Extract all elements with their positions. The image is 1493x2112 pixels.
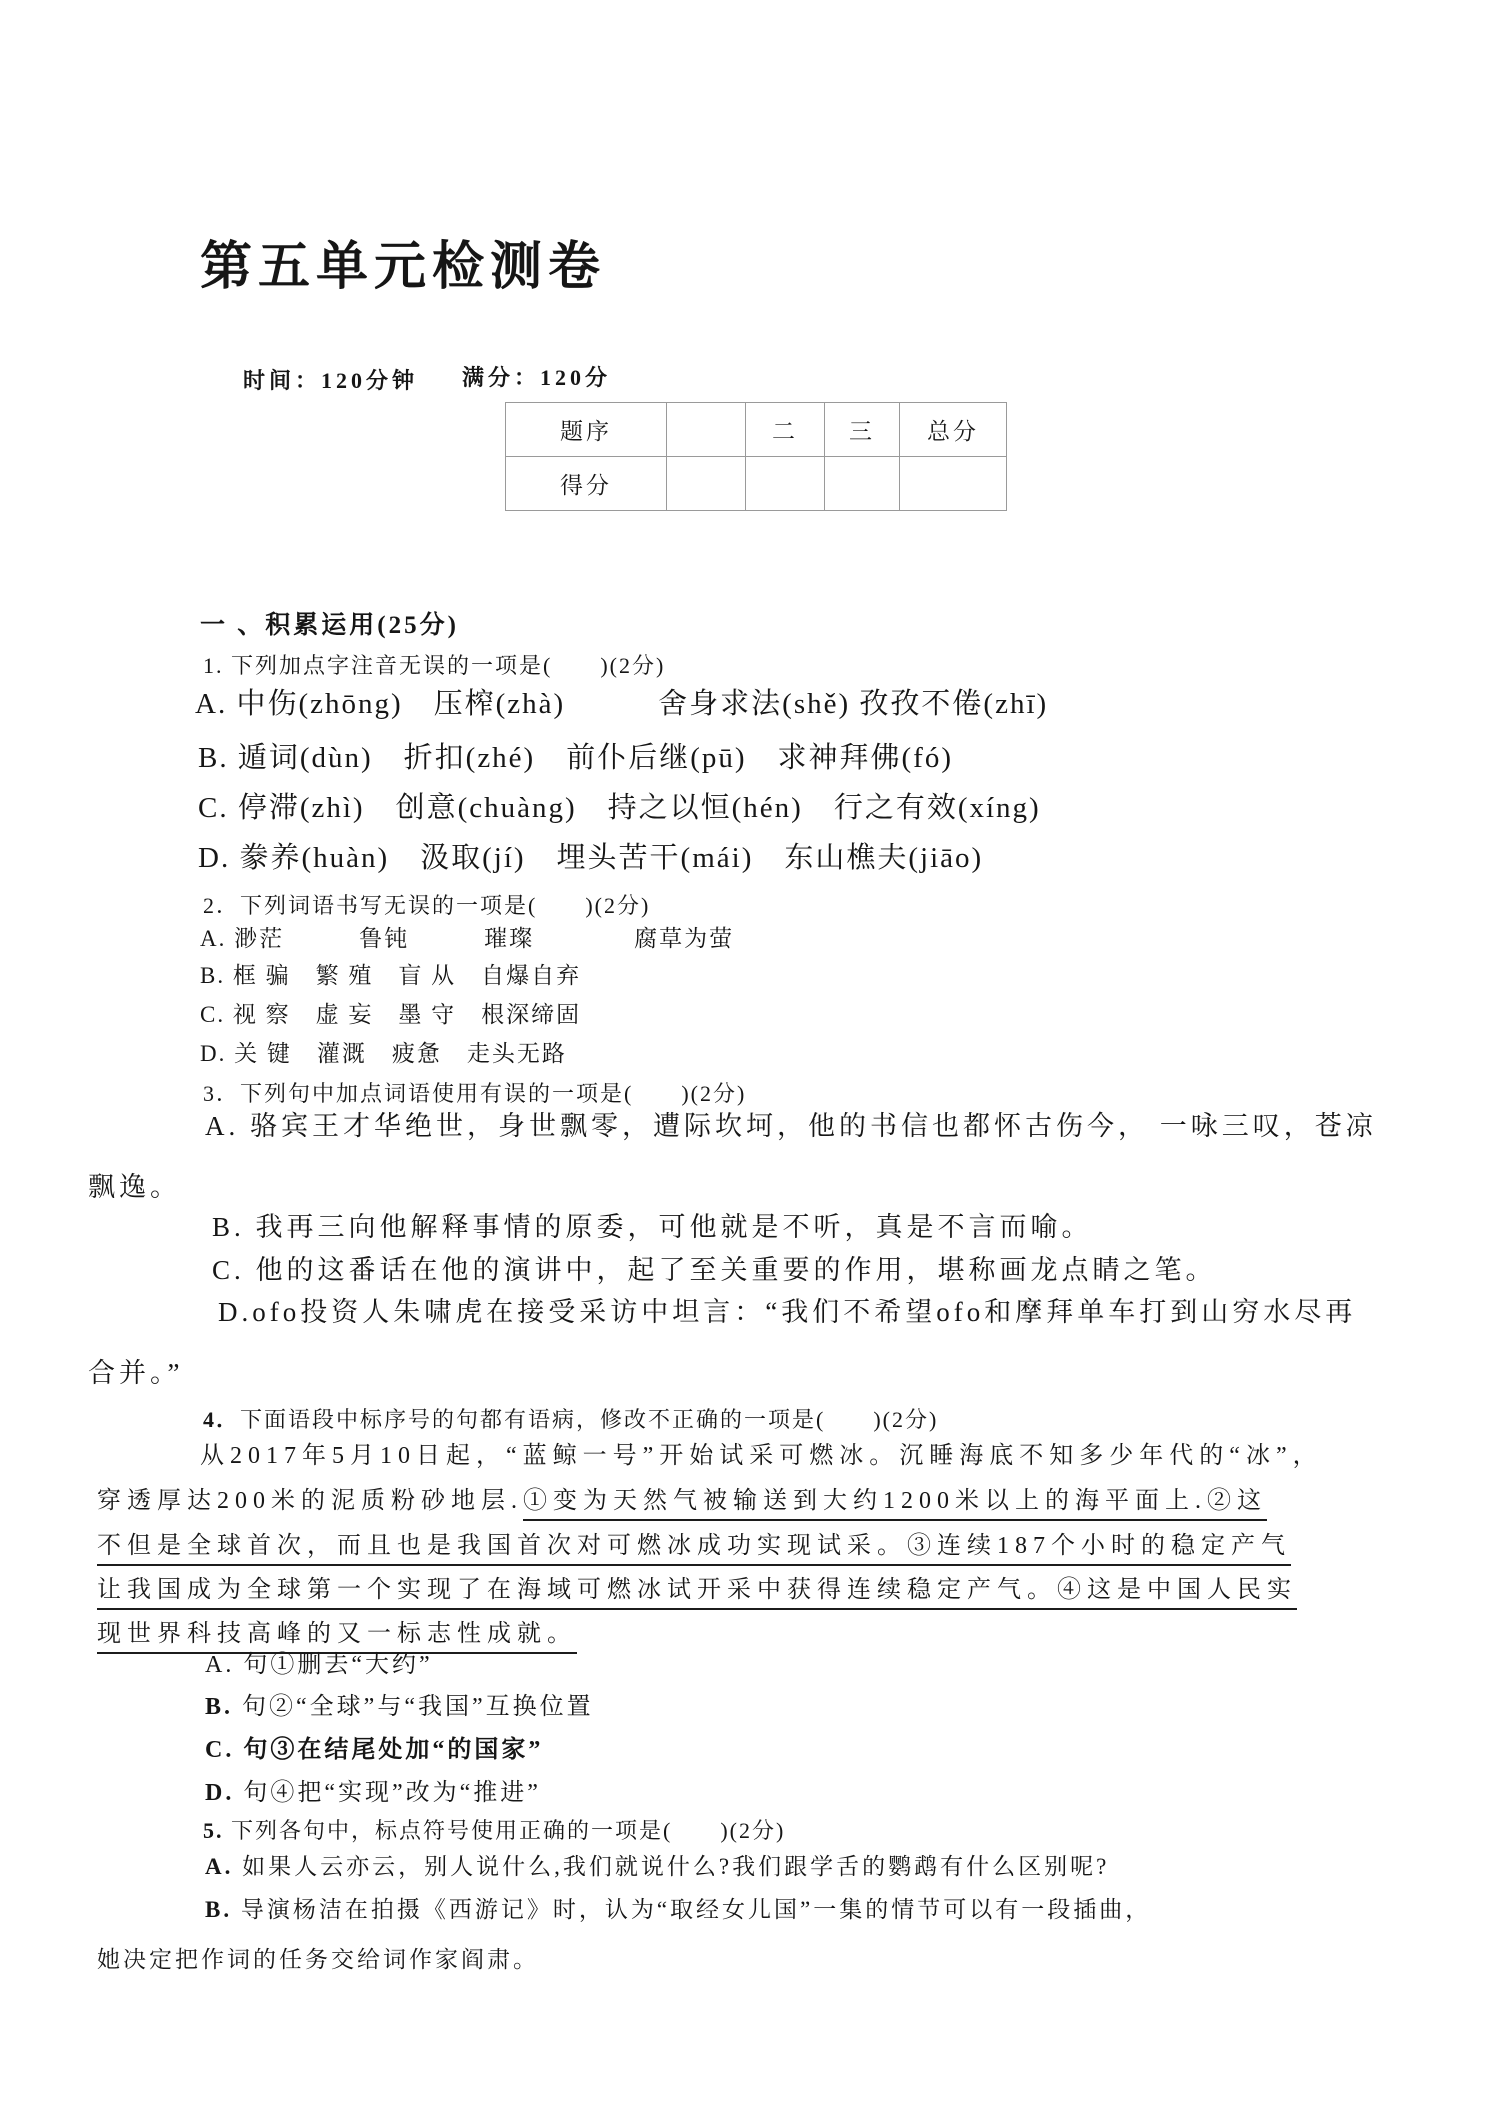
score-table-cell: 二 (746, 403, 825, 457)
q2-option-b: B. 框 骗 繁 殖 盲 从 自爆自弃 (200, 963, 582, 988)
q4-passage-line1: 从2017年5月10日起，“蓝鲸一号”开始试采可燃冰。沉睡海底不知多少年代的“冰”， (200, 1443, 1323, 1469)
q3-option-c: C. 他的这番话在他的演讲中，起了至关重要的作用，堪称画龙点睛之笔。 (212, 1255, 1217, 1285)
score-table-header-row (506, 403, 1007, 457)
q5-option-b-letter: B. (205, 1897, 233, 1922)
score-table-cell: 三 (825, 403, 900, 457)
q4-option-b-text: 句②“全球”与“我国”互换位置 (233, 1694, 594, 1720)
score-table-cell (746, 457, 825, 511)
q4-option-b (205, 1694, 594, 1722)
q5-stem-number: 5. (203, 1818, 224, 1843)
q5-option-b-line1 (205, 1897, 1151, 1923)
q5-option-a-text: 如果人云亦云，别人说什么,我们就说什么?我们跟学舌的鹦鹉有什么区别呢? (233, 1854, 1110, 1879)
q5-option-b-line2: 她决定把作词的任务交给词作家阎肃。 (97, 1947, 539, 1972)
time-label: 时间：120分钟 (243, 368, 419, 393)
q3-option-a-line2: 飘逸。 (88, 1172, 181, 1202)
q5-option-a (205, 1854, 1109, 1880)
q4-stem-text: 下面语段中标序号的句都有语病，修改不正确的一项是( )(2分) (240, 1407, 939, 1432)
full-score-label: 满分：120分 (462, 365, 612, 390)
score-table-cell (667, 457, 746, 511)
score-table (505, 402, 1007, 511)
score-table-cell (825, 457, 900, 511)
score-table-cell (900, 457, 1007, 511)
q4-option-a: A. 句①删去“大约” (205, 1652, 433, 1678)
q4-passage-line2-plain: 穿透厚达200米的泥质粉砂地层. (97, 1488, 523, 1514)
score-table-score-row (506, 457, 1007, 511)
q3-option-b: B. 我再三向他解释事情的原委，可他就是不听，真是不言而喻。 (212, 1212, 1093, 1242)
q4-option-d (205, 1780, 541, 1808)
score-table-cell: 得分 (506, 457, 667, 511)
q4-stem (203, 1407, 938, 1432)
exam-title: 第五单元检测卷 (200, 239, 607, 296)
q2-stem: 2．下列词语书写无误的一项是( )(2分) (203, 893, 651, 918)
q5-option-b-text: 导演杨洁在拍摄《西游记》时，认为“取经女儿国”一集的情节可以有一段插曲， (232, 1897, 1152, 1922)
score-table-cell: 题序 (506, 403, 667, 457)
q5-stem (203, 1818, 785, 1843)
q1-option-b: B. 遁词(dùn) 折扣(zhé) 前仆后继(pū) 求神拜佛(fó) (198, 742, 954, 774)
q4-option-d-text: 句④把“实现”改为“推进” (234, 1780, 541, 1806)
q5-stem-text: 下列各句中，标点符号使用正确的一项是( )(2分) (223, 1818, 786, 1843)
q5-option-a-letter: A. (205, 1854, 234, 1879)
q4-stem-number: 4． (203, 1407, 241, 1432)
q2-option-d: D. 关 键 灌溉 疲惫 走头无路 (200, 1041, 567, 1066)
q1-option-c: C. 停滞(zhì) 创意(chuàng) 持之以恒(hén) 行之有效(xíng) (198, 792, 1041, 824)
q3-option-d-line1: D.ofo投资人朱啸虎在接受采访中坦言：“我们不希望ofo和摩拜单车打到山穷水尽再 (218, 1297, 1357, 1327)
q1-option-d: D. 豢养(huàn) 汲取(jí) 埋头苦干(mái) 东山樵夫(jiāo) (198, 842, 984, 874)
q4-passage-line4: 让我国成为全球第一个实现了在海域可燃冰试开采中获得连续稳定产气。④这是中国人民实 (97, 1577, 1297, 1610)
q2-option-a: A. 渺茫 鲁钝 璀璨 腐草为萤 (200, 926, 735, 951)
q4-option-d-letter: D. (205, 1780, 235, 1806)
q4-option-c: C. 句③在结尾处加“的国家” (205, 1737, 544, 1763)
score-table-cell: 总分 (900, 403, 1007, 457)
q2-option-c: C. 视 察 虚 妄 墨 守 根深缔固 (200, 1002, 582, 1027)
q1-option-a: A. 中伤(zhōng) 压榨(zhà) 舍身求法(shě) 孜孜不倦(zhī) (195, 688, 1049, 720)
q4-passage-line2 (97, 1488, 1267, 1516)
q4-passage-line3: 不但是全球首次，而且也是我国首次对可燃冰成功实现试采。③连续187个小时的稳定产气 (97, 1533, 1291, 1566)
score-table-cell (667, 403, 746, 457)
q3-option-a-line1: A. 骆宾王才华绝世，身世飘零，遭际坎坷，他的书信也都怀古伤今， 一咏三叹，苍凉 (205, 1111, 1377, 1141)
q4-option-b-letter: B. (205, 1694, 234, 1720)
section-1-heading: 一 、积累运用(25分) (200, 612, 459, 639)
q1-stem: 1. 下列加点字注音无误的一项是( )(2分) (203, 653, 666, 678)
q3-stem: 3．下列句中加点词语使用有误的一项是( )(2分) (203, 1081, 747, 1106)
q3-option-d-line2: 合并。” (88, 1358, 184, 1388)
q4-passage-line5: 现世界科技高峰的又一标志性成就。 (97, 1621, 577, 1654)
q4-passage-line2-underlined: ①变为天然气被输送到大约1200米以上的海平面上.②这 (523, 1488, 1267, 1521)
